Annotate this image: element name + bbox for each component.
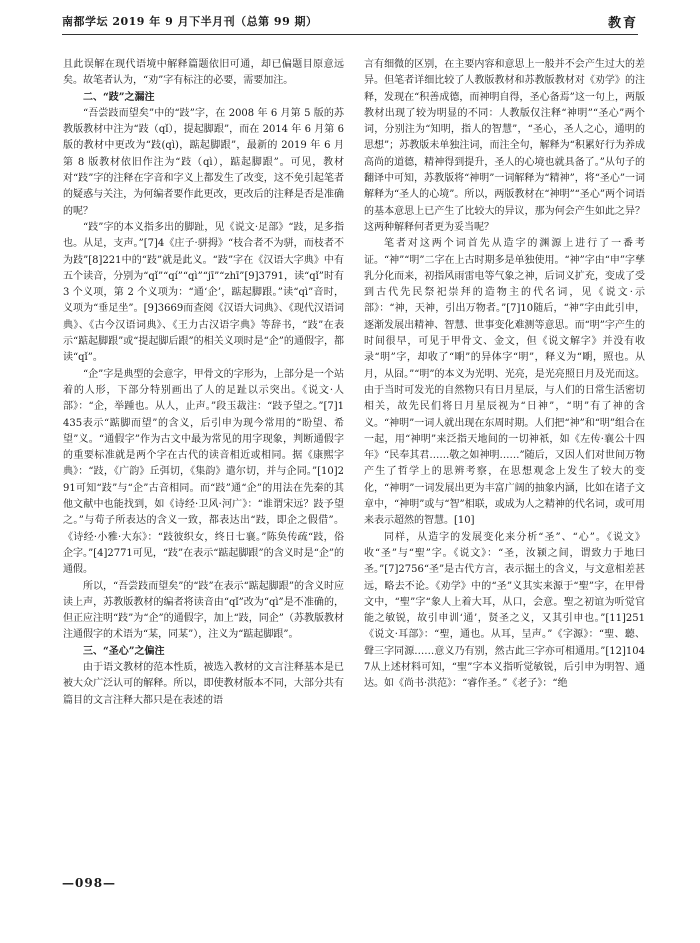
- right-column: [364, 57, 645, 857]
- paragraph: 且此误解在现代语境中解释篇题依旧可通，却已偏题目原意远矣。故笔者认为，“劝”字有标注的必要，需要加注。: [63, 59, 344, 87]
- page-number: —098—: [62, 876, 117, 890]
- section-heading: 三、“圣心”之偏注: [83, 645, 165, 657]
- paragraph: “企”字是典型的会意字，甲骨文的字形为，上部分是一个站着的人形，下部分特别画出了人的足趾以示突出。《说文·人部》：“企，举踵也。从人，止声。”段玉裁注：“跂予望之。”[7]1435表示“踮脚而望”的含义，后引申为现今常用的“盼望、希望”义。“通假字”作为古文中最为常见的用字现象，判断通假字的重要标准就是两个字在古代的读音相近或相同。据《康熙字典》：“跂，《广韵》丘弭切，《集韵》遣尔切，并与企同。”[10]291可知“跂”与“企”古音相同。而“跂”通“企”的用法在先秦的其他文献中也能找到，如《诗经·卫风·河广》：“谁谓宋远？跂予望之。”与荀子所表达的含义一致，都表达出“跂，即企之假借”。《诗经·小雅·大东》：“跂彼织女，终日七襄。”陈奂传疏“跂，俗企字。”[4]2771可见，“跂”在表示“踮起脚跟”的含义时是“企”的通假。: [63, 368, 344, 576]
- paragraph: 笔者对这两个词首先从造字的渊源上进行了一番考证。“神”“明”二字在上古时期多是单独使用。“神”字由“申”字孳乳分化而来，初指风雨雷电等气象之神，后词义扩充，变成了受到古代先民祭祀崇拜的造物主的代名词，见《说文·示部》：“神，天神，引出万物者。”[7]10随后，“神”字由此引申，逐渐发展出精神、智慧、世事变化难测等意思。而“明”字产生的时间很早，可见于甲骨文、金文，但《说文解字》并没有收录“明”字，却收了“朙”的异体字“明”，释义为“朙，照也。从月，从囧。”“明”的本义为光明、光亮，是光亮照日月及光而这。由于当时可发光的自然物只有日月星辰，与人们的日常生活密切相关，故先民们将日月星辰视为“日神”，“明”有了神的含义。“神明”一词人就出现在东周时期。人们把“神”和“明”组合在一起，用“神明”来泛指天地间的一切神祇，如《左传·襄公十四年》“民奉其君……敬之如神明……”随后，又因人们对世间万物产生了哲学上的思辨考察，在思想观念上发生了较大的变化，“神明”一词发展出更为丰富广阔的抽象内涵，比如在诸子文章中，“神明”或与“智”相联，或成为人之精神的代名词，或可用来表示超然的智慧。[10]: [364, 238, 645, 527]
- left-column: [63, 57, 344, 857]
- paragraph: 同样，从造字的发展变化来分析“圣”、“心”。《说文》收“圣”与“聖”字。《说文》：“圣，汝颍之间，谓致力于地曰圣。”[7]2756“圣”是古代方言，表示掘土的含义，与文意相差甚远，略去不论。《劝学》中的“圣”义其实来源于“聖”字，在甲骨文中，“聖”字“象人上着大耳，从口，会意。聖之初谊为听觉官能之敏锐，故引申训‘通’，贤圣之义，又其引申也。”[11]251《说文·耳部》：“聖，通也。从耳，呈声。”《字源》：“聖、聽、聲三字同源……意义乃有别，然古此三字亦可相通用。”[12]1047从上述材料可知，“聖”字本义指听觉敏锐，后引申为明智、通达。如《尚书·洪范》：“睿作圣。”《老子》：“绝: [364, 531, 645, 690]
- section-heading: 二、“跂”之漏注: [83, 91, 155, 103]
- paragraph: 言有细微的区别，在主要内容和意思上一般并不会产生过大的差异。但笔者详细比较了人教版教材和苏教版教材对《劝学》的注释，发现在“积善成德，而神明自得，圣心备焉”这一句上，两版教材出现了较为明显的不同：人教版仅注释“神明”“圣心”两个词，分别注为“知明，指人的智慧”，“圣心，圣人之心，通明的思想”；苏教版未单独注词，而注全句，解释为“积累好行为养成高尚的道德，精神得到提升，圣人的心境也就具备了。”从句子的翻译中可知，苏教版将“神明”一词解释为“精神”，将“圣心”一词解释为“圣人的心境”。所以，两版教材在“神明”“圣心”两个词语的基本意思上已产生了比较大的异议，那为何会产生如此之异？这两种解释何者更为妥当呢？: [364, 59, 645, 233]
- journal-title: 南都学坛 2019 年 9 月下半月刊（总第 99 期）: [62, 15, 318, 28]
- page-header: [62, 12, 638, 35]
- paragraph: 由于语文教材的范本性质，被选入教材的文言注释基本是已被大众广泛认可的解释。所以，即使教材版本不同，大部分共有篇目的文言注释大都只是在表述的语: [63, 661, 344, 706]
- paragraph: “跂”字的本义指多出的脚趾，见《说文·足部》“跂，足多指也。从足，支声。”[7]4《庄子·骈拇》“枝合者不为骈，而枝者不为跂”[8]221中的“跂”就是此义。“跂”字在《汉语大字典》中有五个读音，分别为“qǐ”“qí”“qì”“jī”“zhī”[9]3791，读“qǐ”时有 3 个义项，第 2 个义项为：“通‘企’，踮起脚跟。”读“qì”音时，义项为“垂足坐”。[9]3669而查阅《汉语大词典》、《现代汉语词典》、《古今汉语词典》、《王力古汉语字典》等辞书，“跂”在表示“踮起脚跟”或“提起脚后跟”的相关义项时是“企”的通假字，都读“qǐ”。: [63, 221, 344, 364]
- paragraph: 所以，“吾尝跂而望矣”的“跂”在表示“踮起脚跟”的含义时应读上声，苏教版教材的编者将读音由“qǐ”改为“qì”是不准确的，但正应注明“跂”为“企”的通假字，加上“跂，同企”（苏教版教材注通假字的术语为“某，同某”），注义为“踮起脚跟”。: [63, 580, 344, 641]
- section-label: 教育: [607, 16, 638, 31]
- paragraph: “吾尝跂而望矣”中的“跂”字，在 2008 年 6 月第 5 版的苏教版教材中注为“跂（qǐ），提起脚跟”，而在 2014 年 6 月第 6 版的教材中更改为“跂(qì)，踮起脚跟”，最新的 2019 年 6 月第 8 版教材依旧作注为“跂（qì），踮起脚跟”。可见，教材对“跂”字的注释在字音和字义上都发生了改变，这不免引起笔者的疑惑与关注，为何编者要作此更改，更改后的注释是否是准确的呢？: [63, 107, 344, 217]
